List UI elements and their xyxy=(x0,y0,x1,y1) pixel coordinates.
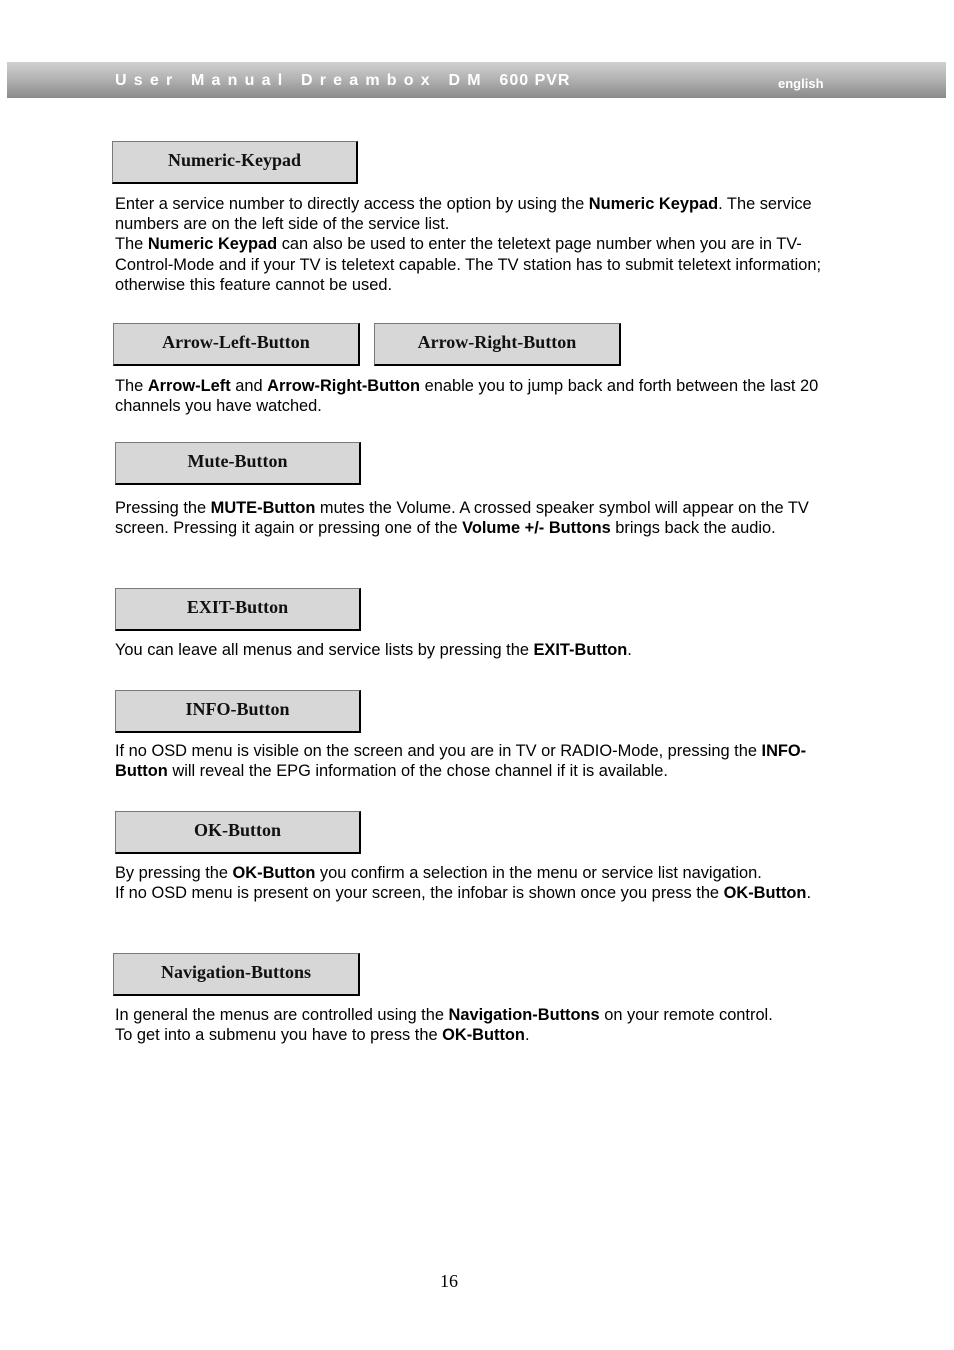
arrow-buttons-text: The Arrow-Left and Arrow-Right-Button enable you to jump back and forth between the last 20 channels you have watched. xyxy=(115,377,819,416)
ok-button-label: OK-Button xyxy=(115,811,361,854)
navigation-buttons-label: Navigation-Buttons xyxy=(113,953,360,996)
navigation-buttons-text: In general the menus are controlled using the Navigation-Buttons on your remote control. To get into a submenu you have to press the OK-Button. xyxy=(115,1006,773,1045)
language-label: english xyxy=(778,76,824,91)
numeric-keypad-label: Numeric-Keypad xyxy=(112,141,358,184)
header-bar xyxy=(7,62,946,98)
exit-button-text: You can leave all menus and service lists by pressing the EXIT-Button. xyxy=(115,641,632,659)
manual-title: User Manual Dreambox DM 600 PVR xyxy=(115,72,571,89)
mute-button-label: Mute-Button xyxy=(115,442,361,485)
arrow-left-label: Arrow-Left-Button xyxy=(113,323,360,366)
ok-button-text: By pressing the OK-Button you confirm a selection in the menu or service list navigation. If no OSD menu is present on your screen, the infobar is shown once you press the OK-Button. xyxy=(115,864,812,903)
exit-button-label: EXIT-Button xyxy=(115,588,361,631)
info-button-label: INFO-Button xyxy=(115,690,361,733)
page-number: 16 xyxy=(440,1271,458,1291)
arrow-right-label: Arrow-Right-Button xyxy=(374,323,621,366)
info-button-text: If no OSD menu is visible on the screen and you are in TV or RADIO-Mode, pressing the INFO-Button will reveal the EPG information of the chose channel if it is available. xyxy=(115,742,807,781)
numeric-keypad-text: Enter a service number to directly access the option by using the Numeric Keypad. The service numbers are on the left side of the service list. The Numeric Keypad can also be used to enter the teletext page number when you are in TV-Control-Mode and if your TV is teletext capable. The TV station has to submit teletext information; otherwise this feature cannot be used. xyxy=(115,195,822,294)
mute-button-text: Pressing the MUTE-Button mutes the Volume. A crossed speaker symbol will appear on the TV screen. Pressing it again or pressing one of the Volume +/- Buttons brings back the audio. xyxy=(115,499,809,538)
